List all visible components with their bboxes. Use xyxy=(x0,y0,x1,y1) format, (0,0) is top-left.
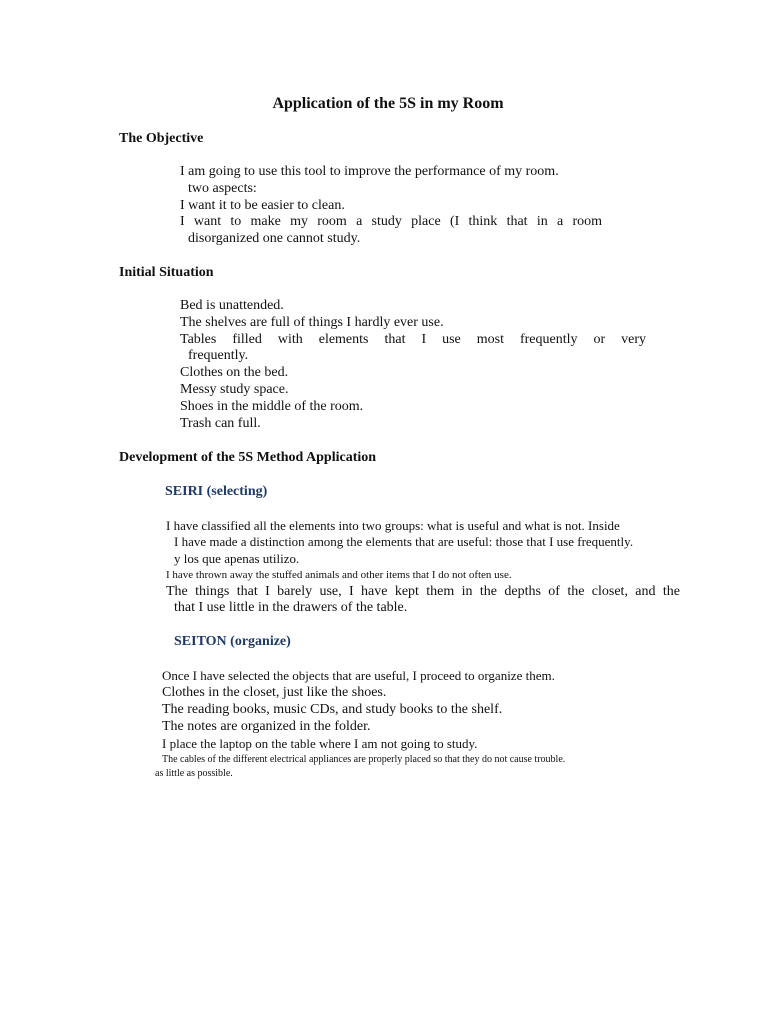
checkbox-bullet-icon xyxy=(148,685,162,701)
section-heading-initial-situation: Initial Situation xyxy=(119,265,214,280)
list-item-text: I have thrown away the stuffed animals and other items that I do not often use. xyxy=(166,569,512,581)
list-item-text: Clothes in the closet, just like the shoes. xyxy=(162,685,387,700)
list-item-continuation: two aspects: xyxy=(188,181,257,196)
checkbox-bullet-icon xyxy=(148,736,162,752)
list-item xyxy=(148,702,502,718)
list-item xyxy=(166,332,646,348)
checkbox-bullet-icon xyxy=(152,569,166,581)
checkbox-bullet-icon xyxy=(148,719,162,735)
checkbox-bullet-icon xyxy=(148,702,162,718)
list-item xyxy=(148,754,565,765)
list-item-text: Trash can full. xyxy=(180,416,261,431)
list-item-text: I place the laptop on the table where I am not going to study. xyxy=(162,736,478,751)
list-item xyxy=(152,518,620,534)
checkbox-bullet-icon xyxy=(152,584,166,600)
subsection-heading-seiri: SEIRI (selecting) xyxy=(165,484,268,499)
list-item-text: I am going to use this tool to improve the performance of my room. xyxy=(180,164,559,179)
list-item-continuation: disorganized one cannot study. xyxy=(188,231,361,246)
list-item-text: Tables filled with elements that I use most frequently or very xyxy=(180,332,646,347)
list-item-text: Clothes on the bed. xyxy=(180,365,289,380)
list-item xyxy=(152,569,512,581)
list-item-text: The shelves are full of things I hardly ever use. xyxy=(180,315,444,330)
checkbox-bullet-icon xyxy=(166,315,180,331)
list-item-continuation: that I use little in the drawers of the table. xyxy=(174,600,408,615)
checkbox-bullet-icon xyxy=(166,198,180,214)
checkbox-bullet-icon xyxy=(166,399,180,415)
document-title: Application of the 5S in my Room xyxy=(272,95,504,112)
checkbox-bullet-icon xyxy=(166,164,180,180)
list-item-text: The reading books, music CDs, and study books to the shelf. xyxy=(162,702,503,717)
list-item-continuation: y los que apenas utilizo. xyxy=(174,551,300,566)
section-heading-objective: The Objective xyxy=(119,131,204,146)
checkbox-bullet-icon xyxy=(166,298,180,314)
list-item xyxy=(166,365,288,381)
checkbox-bullet-icon xyxy=(166,416,180,432)
list-item xyxy=(148,719,371,735)
list-item xyxy=(166,198,345,214)
checkbox-bullet-icon xyxy=(152,518,166,534)
list-item-text: I have classified all the elements into two groups: what is useful and what is not. Inside xyxy=(166,518,620,533)
checkbox-bullet-icon xyxy=(166,214,180,230)
list-item-continuation: I have made a distinction among the elements that are useful: those that I use frequently. xyxy=(174,534,634,549)
section-heading-development: Development of the 5S Method Application xyxy=(119,450,377,465)
list-item xyxy=(166,298,284,314)
list-item xyxy=(148,668,555,684)
list-item xyxy=(152,584,680,600)
list-item xyxy=(166,399,363,415)
list-item-continuation: frequently. xyxy=(188,348,249,363)
checkbox-bullet-icon xyxy=(166,365,180,381)
list-item-text: The things that I barely use, I have kept them in the depths of the closet, and the xyxy=(166,584,680,599)
checkbox-bullet-icon xyxy=(166,382,180,398)
list-item xyxy=(166,382,289,398)
list-item xyxy=(148,685,386,701)
list-item-text: The notes are organized in the folder. xyxy=(162,719,371,734)
list-item-text: I want to make my room a study place (I think that in a room xyxy=(180,214,602,229)
list-item-text: Bed is unattended. xyxy=(180,298,284,313)
subsection-heading-seiton: SEITON (organize) xyxy=(174,634,291,649)
checkbox-bullet-icon xyxy=(148,754,162,765)
list-item-text: Messy study space. xyxy=(180,382,289,397)
list-item-text: I want it to be easier to clean. xyxy=(180,198,345,213)
list-item-continuation: as little as possible. xyxy=(155,768,233,779)
list-item xyxy=(166,315,444,331)
checkbox-bullet-icon xyxy=(148,668,162,684)
list-item xyxy=(148,736,477,752)
list-item-text: Shoes in the middle of the room. xyxy=(180,399,364,414)
list-item-text: The cables of the different electrical appliances are properly placed so that they do not cause trouble. xyxy=(162,754,566,765)
list-item xyxy=(166,214,602,230)
list-item xyxy=(166,164,559,180)
checkbox-bullet-icon xyxy=(166,332,180,348)
list-item xyxy=(166,416,261,432)
list-item-text: Once I have selected the objects that are useful, I proceed to organize them. xyxy=(162,668,555,683)
